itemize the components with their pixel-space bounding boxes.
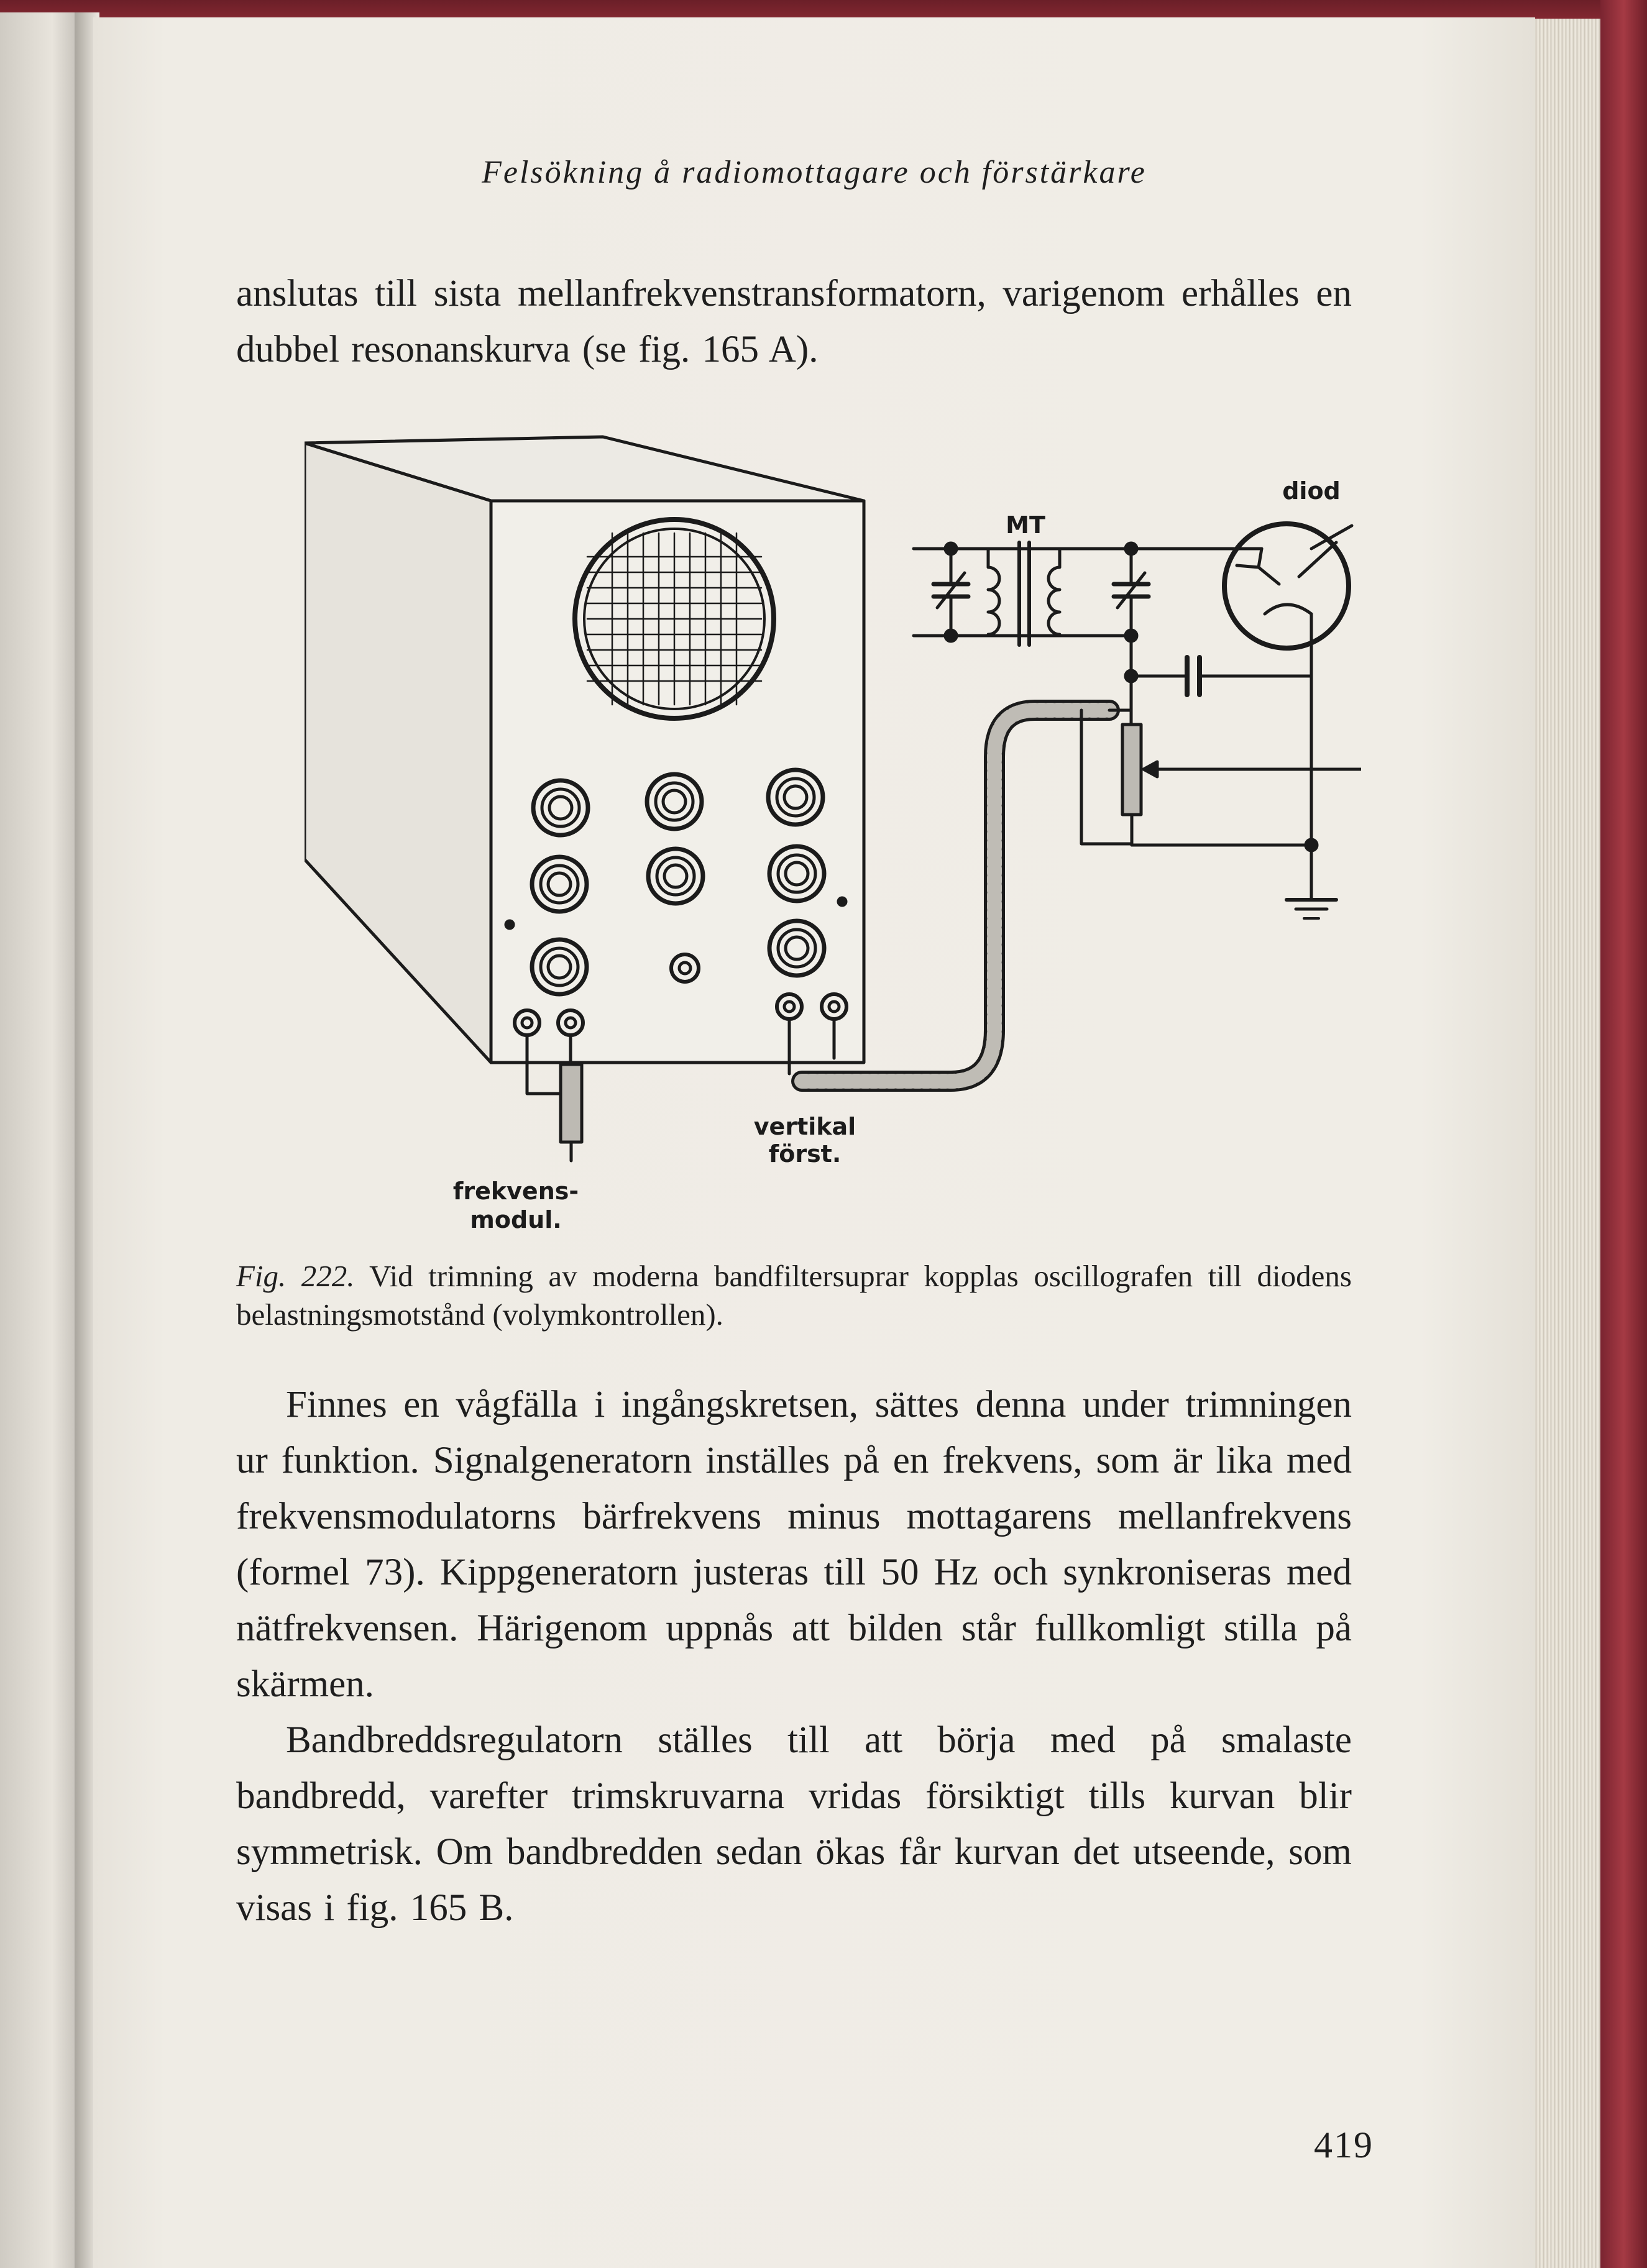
label-frekvens: frekvens-: [452, 1177, 579, 1205]
left-page-edge: [0, 12, 87, 2268]
label-vertikal: vertikal: [753, 1113, 856, 1140]
cabinet-side: [305, 443, 491, 1063]
indicator-dot: [506, 921, 513, 928]
book-page: [93, 17, 1535, 2268]
figure-oscillograph-diagram: [305, 421, 1361, 1241]
paragraph-top: [236, 266, 1352, 378]
label-mt: MT: [1006, 511, 1045, 539]
caption-text: Vid trimning av moderna bandfiltersuprar kopplas oscillografen till diodens belastningsmotstånd (volymkontrollen).: [236, 1259, 1352, 1332]
figure-caption: [236, 1257, 1352, 1334]
frekvensmodul-connector: [561, 1064, 582, 1142]
label-vertikal-forst: först.: [768, 1140, 842, 1168]
caption-label: Fig. 222.: [236, 1259, 355, 1293]
crt-screen: [575, 519, 774, 718]
paragraph-top-text: anslutas till sista mellanfrekvenstransformatorn, varigenom erhålles en dubbel resonanskurva (se fig. 165 A).: [236, 273, 1352, 370]
page-edges: [1529, 19, 1600, 2268]
book-cover-right: [1600, 0, 1647, 2268]
main-text: [236, 1377, 1352, 1936]
paragraph: Finnes en vågfälla i ingångskretsen, sättes denna under trimningen ur funktion. Signalgeneratorn inställes på en frekvens, som är lika med frekvensmodulatorns bärfrekvens minus mottagarens mellanfrekvens (formel 73). Kippgeneratorn justeras till 50 Hz och synkroniseras med nätfrekvensen. Härigenom uppnås att bilden står fullkomligt stilla på skärmen.: [236, 1384, 1352, 1705]
circuit-diagram: [914, 524, 1361, 918]
indicator-dot: [838, 898, 846, 905]
label-modul: modul.: [470, 1206, 562, 1233]
label-diod: diod: [1282, 477, 1341, 505]
running-head: Felsökning å radiomottagare och förstärkare: [482, 155, 1147, 190]
page-number: 419: [1314, 2124, 1374, 2165]
oscillograph-illustration: [305, 421, 1361, 1241]
paragraph: Bandbreddsregulatorn ställes till att börja med på smalaste bandbredd, varefter trimskruvarna vridas försiktigt tills kurvan blir symmetrisk. Om bandbredden sedan ökas får kurvan det utseende, som visas i fig. 165 B.: [236, 1719, 1352, 1929]
